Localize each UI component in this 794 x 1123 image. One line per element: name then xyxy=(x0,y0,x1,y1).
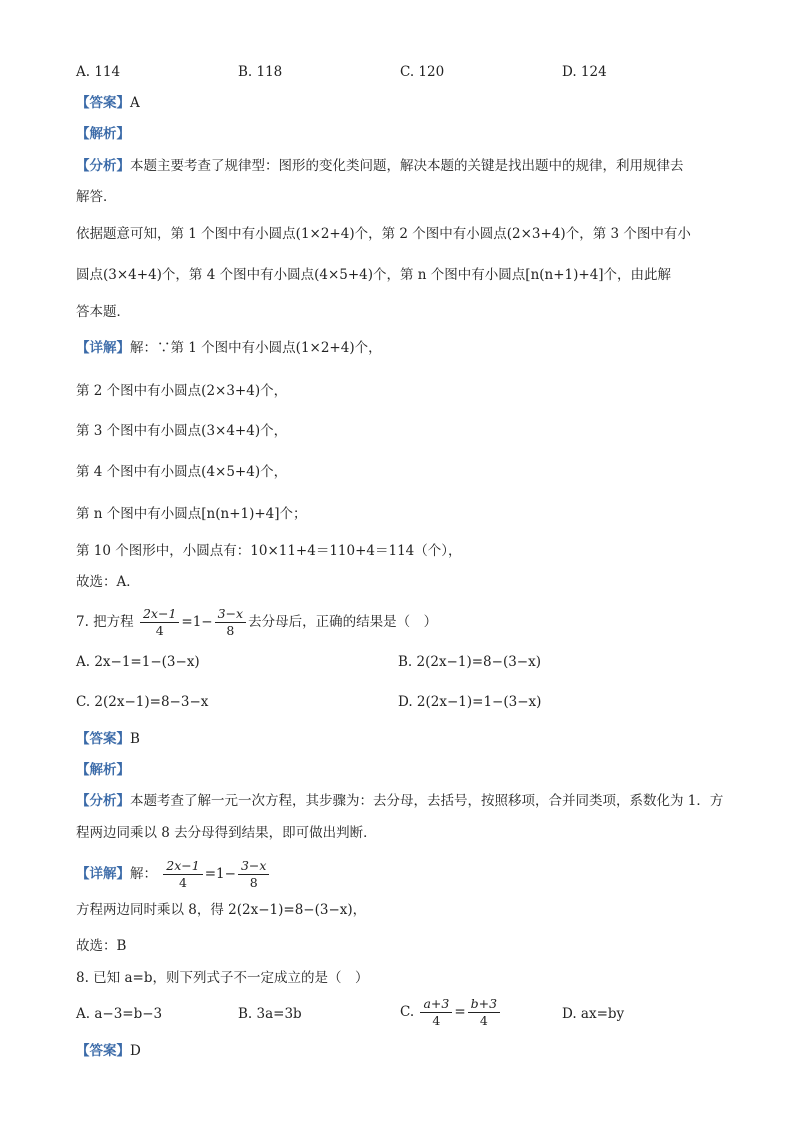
answer-tag: 【答案】 xyxy=(76,95,130,111)
q7-conclusion: 故选：B xyxy=(76,938,127,954)
q6-detail-line5: 第 n 个图中有小圆点[n(n+1)+4]个； xyxy=(76,506,307,522)
q7-fraction-1 xyxy=(140,606,179,639)
q6-fenxi-line1 xyxy=(76,156,684,176)
q8-stem: 8. 已知 a=b，则下列式子不一定成立的是（ ） xyxy=(76,970,369,986)
q7-detail-fraction-2 xyxy=(238,858,269,891)
detail-text: 解：∵第 1 个图中有小圆点(1×2+4)个， xyxy=(130,340,382,356)
analysis-tag: 【解析】 xyxy=(76,126,130,142)
q6-detail-line2: 第 2 个图中有小圆点(2×3+4)个， xyxy=(76,383,288,399)
q6-basis-line3: 答本题． xyxy=(76,304,130,320)
q8-option-c xyxy=(400,996,502,1029)
q6-answer xyxy=(76,93,140,113)
q7-stem-mid: =1− xyxy=(181,614,213,630)
fenxi-tag: 【分析】 xyxy=(76,793,130,809)
q7-fraction-2 xyxy=(215,606,246,639)
q8-c-frac1-num: a+3 xyxy=(420,996,452,1013)
q7-detail-frac2-num: 3−x xyxy=(238,858,269,875)
q7-stem-prefix: 7. 把方程 xyxy=(76,614,134,630)
answer-value: B xyxy=(130,731,140,747)
detail-tag: 【详解】 xyxy=(76,340,130,356)
q7-answer xyxy=(76,729,140,749)
q6-option-c: C. 120 xyxy=(400,64,445,80)
q7-option-b: B. 2(2x−1)=8−(3−x) xyxy=(398,654,541,670)
q8-c-frac2-den: 4 xyxy=(479,1013,488,1028)
q6-basis-line2: 圆点(3×4+4)个，第 4 个图中有小圆点(4×5+4)个，第 n 个图中有小圆点[n(n+1)+4]个，由此解 xyxy=(76,267,672,283)
q7-detail-line1 xyxy=(76,858,271,891)
q8-option-d: D. ax=by xyxy=(562,1006,625,1022)
q7-detail-frac1-num: 2x−1 xyxy=(163,858,202,875)
q7-detail-frac1-den: 4 xyxy=(179,875,187,890)
q6-detail-line6: 第 10 个图形中，小圆点有：10×11+4＝110+4＝114（个）， xyxy=(76,543,462,559)
q6-option-d: D. 124 xyxy=(562,64,607,80)
q7-option-a: A. 2x−1=1−(3−x) xyxy=(76,654,200,670)
q7-frac1-den: 4 xyxy=(155,623,164,638)
q7-frac1-num: 2x−1 xyxy=(140,606,179,623)
analysis-tag: 【解析】 xyxy=(76,762,130,778)
q6-detail-line1 xyxy=(76,338,382,358)
q6-fenxi-line2: 解答． xyxy=(76,189,117,205)
q6-option-b: B. 118 xyxy=(238,64,283,80)
q7-analysis-heading xyxy=(76,760,130,780)
fenxi-text: 本题主要考查了规律型：图形的变化类问题，解决本题的关键是找出题中的规律，利用规律去 xyxy=(130,158,684,174)
q8-c-equals: = xyxy=(454,1004,466,1020)
q6-option-a: A. 114 xyxy=(76,64,121,80)
q6-conclusion: 故选：A． xyxy=(76,574,140,590)
answer-value: D xyxy=(130,1043,141,1059)
fenxi-text: 本题考查了解一元一次方程，其步骤为：去分母，去括号，按照移项，合并同类项，系数化为 1．方 xyxy=(130,793,724,809)
q6-basis-line1: 依据题意可知，第 1 个图中有小圆点(1×2+4)个，第 2 个图中有小圆点(2×3+4)个，第 3 个图中有小 xyxy=(76,226,691,242)
q8-option-c-label: C. xyxy=(400,1004,415,1020)
q7-fenxi-line1 xyxy=(76,791,723,811)
q8-option-b: B. 3a=3b xyxy=(238,1006,302,1022)
q8-c-frac2-num: b+3 xyxy=(468,996,500,1013)
q7-fenxi-line2: 程两边同乘以 8 去分母得到结果，即可做出判断． xyxy=(76,825,377,841)
q8-c-fraction-1 xyxy=(420,996,452,1029)
q6-detail-line3: 第 3 个图中有小圆点(3×4+4)个， xyxy=(76,423,288,439)
q7-option-d: D. 2(2x−1)=1−(3−x) xyxy=(398,694,542,710)
q7-stem xyxy=(76,606,437,639)
q8-answer xyxy=(76,1041,141,1061)
q8-option-a: A. a−3=b−3 xyxy=(76,1006,163,1022)
answer-tag: 【答案】 xyxy=(76,1043,130,1059)
answer-tag: 【答案】 xyxy=(76,731,130,747)
q7-detail-line2: 方程两边同时乘以 8，得 2(2x−1)=8−(3−x)， xyxy=(76,902,367,918)
fenxi-tag: 【分析】 xyxy=(76,158,130,174)
q6-detail-line4: 第 4 个图中有小圆点(4×5+4)个， xyxy=(76,464,288,480)
answer-value: A xyxy=(130,95,140,111)
q6-analysis-heading xyxy=(76,124,130,144)
q7-frac2-den: 8 xyxy=(226,623,235,638)
q7-detail-eq-mid: =1− xyxy=(204,866,236,882)
q8-c-fraction-2 xyxy=(468,996,500,1029)
detail-prefix: 解： xyxy=(130,866,157,882)
q7-detail-fraction-1 xyxy=(163,858,202,891)
q7-stem-suffix: 去分母后，正确的结果是（ ） xyxy=(248,614,438,630)
detail-tag: 【详解】 xyxy=(76,866,130,882)
q7-detail-frac2-den: 8 xyxy=(249,875,258,890)
q7-option-c: C. 2(2x−1)=8−3−x xyxy=(76,694,209,710)
q7-frac2-num: 3−x xyxy=(215,606,246,623)
q8-c-frac1-den: 4 xyxy=(432,1013,441,1028)
